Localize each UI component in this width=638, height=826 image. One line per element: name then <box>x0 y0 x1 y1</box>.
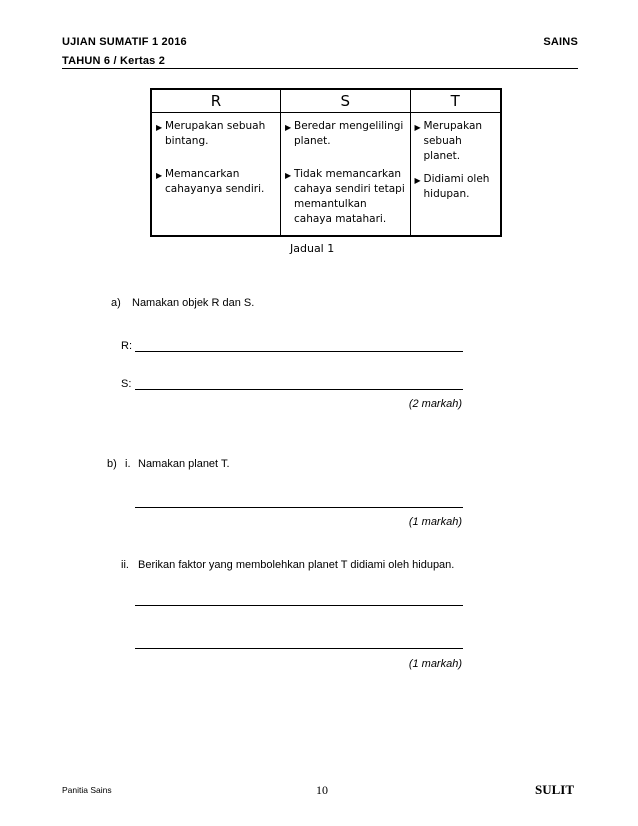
header-rule <box>62 68 578 69</box>
question-b-ii-text: Berikan faktor yang membolehkan planet T didiami oleh hidupan. <box>138 559 455 571</box>
list-item: ▶ Beredar mengelilingi planet. <box>285 120 404 147</box>
question-a-label: a) <box>111 297 121 309</box>
table-header-t: T <box>410 89 501 113</box>
triangle-bullet-icon: ▶ <box>156 123 163 132</box>
triangle-bullet-icon: ▶ <box>285 171 292 180</box>
list-item: ▶ Memancarkan cahayanya sendiri. <box>156 168 265 195</box>
table-header-s: S <box>281 89 411 113</box>
question-b-i-marks: (1 markah) <box>408 516 462 528</box>
header-subject: SAINS <box>543 36 578 48</box>
answer-b-ii-line-2[interactable] <box>135 648 463 649</box>
table-header-r: R <box>151 89 281 113</box>
footer-classification: SULIT <box>534 782 574 797</box>
table-caption: Jadual 1 <box>290 242 335 255</box>
answer-s-line[interactable] <box>135 389 463 390</box>
list-item: ▶ Tidak memancarkan cahaya sendiri tetapi memantulkan cahaya matahari. <box>285 168 405 225</box>
rst-table <box>150 88 502 237</box>
question-a-marks: (2 markah) <box>408 398 462 410</box>
question-b-ii-label: ii. <box>121 559 129 571</box>
list-item: ▶ Didiami oleh hidupan. <box>414 173 490 200</box>
triangle-bullet-icon: ▶ <box>414 176 421 185</box>
answer-r-label: R: <box>121 340 132 352</box>
page-number: 10 <box>316 783 328 797</box>
answer-b-ii-line-1[interactable] <box>135 605 463 606</box>
question-b-i-text: Namakan planet T. <box>138 458 230 470</box>
triangle-bullet-icon: ▶ <box>285 123 292 132</box>
question-b-i-label: i. <box>125 458 131 470</box>
answer-b-i-line[interactable] <box>135 507 463 508</box>
table-cell-s <box>281 113 411 237</box>
triangle-bullet-icon: ▶ <box>156 171 163 180</box>
footer-panel: Panitia Sains <box>62 785 112 795</box>
header-subject-title: UJIAN SUMATIF 1 2016 <box>62 36 187 48</box>
question-a-text: Namakan objek R dan S. <box>132 297 255 309</box>
answer-s-label: S: <box>121 378 132 390</box>
header-paper: TAHUN 6 / Kertas 2 <box>62 55 166 67</box>
list-item: ▶ Merupakan sebuah planet. <box>414 120 483 162</box>
triangle-bullet-icon: ▶ <box>414 123 421 132</box>
table-cell-r <box>151 113 281 237</box>
answer-r-line[interactable] <box>135 351 463 352</box>
question-b-ii-marks: (1 markah) <box>408 658 462 670</box>
table-cell-t <box>410 113 501 237</box>
list-item: ▶ Merupakan sebuah bintang. <box>156 120 266 147</box>
question-b-label: b) <box>107 458 117 470</box>
